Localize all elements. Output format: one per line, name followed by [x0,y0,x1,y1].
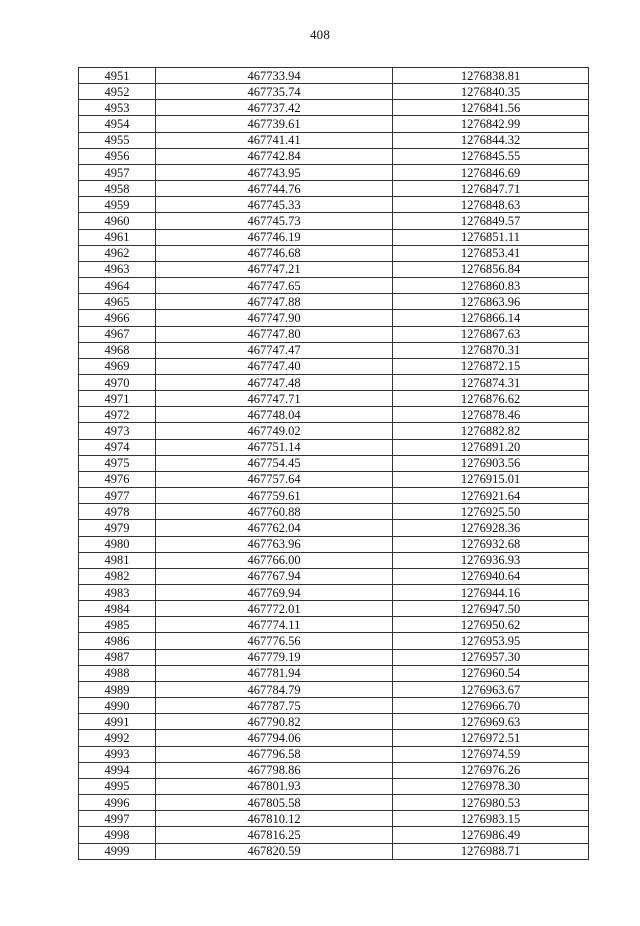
point-number-cell: 4983 [79,585,156,601]
x-coordinate-cell: 467774.11 [156,617,393,633]
table-row [79,213,589,229]
point-number-cell: 4967 [79,326,156,342]
y-coordinate-cell: 1276846.69 [393,164,589,180]
point-number-cell: 4969 [79,358,156,374]
x-coordinate-cell: 467749.02 [156,423,393,439]
y-coordinate-cell: 1276872.15 [393,358,589,374]
point-number-cell: 4973 [79,423,156,439]
point-number-cell: 4976 [79,471,156,487]
point-number-cell: 4998 [79,827,156,843]
x-coordinate-cell: 467748.04 [156,407,393,423]
point-number-cell: 4956 [79,148,156,164]
point-number-cell: 4981 [79,552,156,568]
y-coordinate-cell: 1276957.30 [393,649,589,665]
point-number-cell: 4971 [79,391,156,407]
y-coordinate-cell: 1276847.71 [393,181,589,197]
y-coordinate-cell: 1276921.64 [393,488,589,504]
x-coordinate-cell: 467766.00 [156,552,393,568]
y-coordinate-cell: 1276974.59 [393,746,589,762]
x-coordinate-cell: 467762.04 [156,520,393,536]
point-number-cell: 4960 [79,213,156,229]
x-coordinate-cell: 467805.58 [156,795,393,811]
point-number-cell: 4970 [79,374,156,390]
y-coordinate-cell: 1276845.55 [393,148,589,164]
point-number-cell: 4959 [79,197,156,213]
point-number-cell: 4988 [79,665,156,681]
x-coordinate-cell: 467787.75 [156,698,393,714]
y-coordinate-cell: 1276848.63 [393,197,589,213]
table-row [79,407,589,423]
table-body [79,68,589,860]
point-number-cell: 4958 [79,181,156,197]
table-row [79,391,589,407]
table-row [79,84,589,100]
y-coordinate-cell: 1276891.20 [393,439,589,455]
x-coordinate-cell: 467760.88 [156,504,393,520]
x-coordinate-cell: 467757.64 [156,471,393,487]
point-number-cell: 4951 [79,68,156,84]
y-coordinate-cell: 1276950.62 [393,617,589,633]
y-coordinate-cell: 1276947.50 [393,601,589,617]
x-coordinate-cell: 467798.86 [156,762,393,778]
y-coordinate-cell: 1276966.70 [393,698,589,714]
table-row [79,843,589,859]
x-coordinate-cell: 467742.84 [156,148,393,164]
point-number-cell: 4990 [79,698,156,714]
x-coordinate-cell: 467779.19 [156,649,393,665]
x-coordinate-cell: 467816.25 [156,827,393,843]
table-row [79,164,589,180]
x-coordinate-cell: 467796.58 [156,746,393,762]
y-coordinate-cell: 1276928.36 [393,520,589,536]
x-coordinate-cell: 467741.41 [156,132,393,148]
x-coordinate-cell: 467759.61 [156,488,393,504]
table-row [79,310,589,326]
point-number-cell: 4989 [79,681,156,697]
point-number-cell: 4997 [79,811,156,827]
page-number: 408 [309,27,331,42]
table-row [79,471,589,487]
x-coordinate-cell: 467746.68 [156,245,393,261]
point-number-cell: 4954 [79,116,156,132]
table-row [79,746,589,762]
y-coordinate-cell: 1276980.53 [393,795,589,811]
table-row [79,326,589,342]
x-coordinate-cell: 467784.79 [156,681,393,697]
point-number-cell: 4966 [79,310,156,326]
y-coordinate-cell: 1276963.67 [393,681,589,697]
y-coordinate-cell: 1276976.26 [393,762,589,778]
table-row [79,504,589,520]
y-coordinate-cell: 1276838.81 [393,68,589,84]
x-coordinate-cell: 467794.06 [156,730,393,746]
table-row [79,132,589,148]
table-row [79,552,589,568]
table-row [79,261,589,277]
y-coordinate-cell: 1276882.82 [393,423,589,439]
x-coordinate-cell: 467747.80 [156,326,393,342]
point-number-cell: 4994 [79,762,156,778]
x-coordinate-cell: 467747.65 [156,278,393,294]
y-coordinate-cell: 1276969.63 [393,714,589,730]
x-coordinate-cell: 467747.88 [156,294,393,310]
x-coordinate-cell: 467747.47 [156,342,393,358]
y-coordinate-cell: 1276972.51 [393,730,589,746]
table-row [79,585,589,601]
point-number-cell: 4993 [79,746,156,762]
y-coordinate-cell: 1276903.56 [393,455,589,471]
point-number-cell: 4963 [79,261,156,277]
y-coordinate-cell: 1276983.15 [393,811,589,827]
table-row [79,811,589,827]
y-coordinate-cell: 1276844.32 [393,132,589,148]
y-coordinate-cell: 1276841.56 [393,100,589,116]
table-row [79,795,589,811]
point-number-cell: 4953 [79,100,156,116]
table-row [79,649,589,665]
table-row [79,423,589,439]
x-coordinate-cell: 467810.12 [156,811,393,827]
y-coordinate-cell: 1276932.68 [393,536,589,552]
y-coordinate-cell: 1276953.95 [393,633,589,649]
point-number-cell: 4972 [79,407,156,423]
x-coordinate-cell: 467746.19 [156,229,393,245]
table-row [79,762,589,778]
y-coordinate-cell: 1276863.96 [393,294,589,310]
x-coordinate-cell: 467767.94 [156,568,393,584]
x-coordinate-cell: 467733.94 [156,68,393,84]
y-coordinate-cell: 1276960.54 [393,665,589,681]
table-row [79,278,589,294]
table-row [79,730,589,746]
y-coordinate-cell: 1276915.01 [393,471,589,487]
x-coordinate-cell: 467745.33 [156,197,393,213]
y-coordinate-cell: 1276876.62 [393,391,589,407]
x-coordinate-cell: 467745.73 [156,213,393,229]
x-coordinate-cell: 467772.01 [156,601,393,617]
y-coordinate-cell: 1276842.99 [393,116,589,132]
table-row [79,229,589,245]
table-row [79,665,589,681]
point-number-cell: 4957 [79,164,156,180]
y-coordinate-cell: 1276867.63 [393,326,589,342]
table-row [79,358,589,374]
x-coordinate-cell: 467737.42 [156,100,393,116]
table-row [79,568,589,584]
point-number-cell: 4980 [79,536,156,552]
y-coordinate-cell: 1276851.11 [393,229,589,245]
y-coordinate-cell: 1276870.31 [393,342,589,358]
x-coordinate-cell: 467747.40 [156,358,393,374]
table-row [79,488,589,504]
point-number-cell: 4977 [79,488,156,504]
table-row [79,100,589,116]
table-row [79,374,589,390]
x-coordinate-cell: 467801.93 [156,778,393,794]
x-coordinate-cell: 467747.21 [156,261,393,277]
table-row [79,68,589,84]
y-coordinate-cell: 1276856.84 [393,261,589,277]
table-row [79,601,589,617]
table-row [79,197,589,213]
point-number-cell: 4968 [79,342,156,358]
point-number-cell: 4961 [79,229,156,245]
y-coordinate-cell: 1276988.71 [393,843,589,859]
table-row [79,633,589,649]
y-coordinate-cell: 1276849.57 [393,213,589,229]
x-coordinate-cell: 467744.76 [156,181,393,197]
y-coordinate-cell: 1276925.50 [393,504,589,520]
x-coordinate-cell: 467781.94 [156,665,393,681]
table-row [79,181,589,197]
point-number-cell: 4987 [79,649,156,665]
x-coordinate-cell: 467754.45 [156,455,393,471]
y-coordinate-cell: 1276874.31 [393,374,589,390]
point-number-cell: 4999 [79,843,156,859]
table-row [79,778,589,794]
x-coordinate-cell: 467747.90 [156,310,393,326]
table-row [79,617,589,633]
y-coordinate-cell: 1276853.41 [393,245,589,261]
y-coordinate-cell: 1276986.49 [393,827,589,843]
table-row [79,439,589,455]
point-number-cell: 4979 [79,520,156,536]
y-coordinate-cell: 1276978.30 [393,778,589,794]
x-coordinate-cell: 467776.56 [156,633,393,649]
y-coordinate-cell: 1276940.64 [393,568,589,584]
table-row [79,342,589,358]
point-number-cell: 4992 [79,730,156,746]
y-coordinate-cell: 1276936.93 [393,552,589,568]
table-row [79,455,589,471]
point-number-cell: 4995 [79,778,156,794]
point-number-cell: 4955 [79,132,156,148]
table-row [79,698,589,714]
table-row [79,536,589,552]
table-row [79,520,589,536]
x-coordinate-cell: 467790.82 [156,714,393,730]
point-number-cell: 4975 [79,455,156,471]
point-number-cell: 4982 [79,568,156,584]
x-coordinate-cell: 467747.71 [156,391,393,407]
x-coordinate-cell: 467743.95 [156,164,393,180]
x-coordinate-cell: 467747.48 [156,374,393,390]
x-coordinate-cell: 467820.59 [156,843,393,859]
y-coordinate-cell: 1276840.35 [393,84,589,100]
point-number-cell: 4962 [79,245,156,261]
y-coordinate-cell: 1276866.14 [393,310,589,326]
table-row [79,714,589,730]
x-coordinate-cell: 467735.74 [156,84,393,100]
table-row [79,116,589,132]
x-coordinate-cell: 467769.94 [156,585,393,601]
table-row [79,148,589,164]
table-row [79,681,589,697]
point-number-cell: 4986 [79,633,156,649]
point-number-cell: 4991 [79,714,156,730]
y-coordinate-cell: 1276878.46 [393,407,589,423]
point-number-cell: 4996 [79,795,156,811]
y-coordinate-cell: 1276944.16 [393,585,589,601]
table-row [79,294,589,310]
x-coordinate-cell: 467751.14 [156,439,393,455]
x-coordinate-cell: 467739.61 [156,116,393,132]
point-number-cell: 4984 [79,601,156,617]
table-row [79,827,589,843]
point-number-cell: 4978 [79,504,156,520]
table-row [79,245,589,261]
y-coordinate-cell: 1276860.83 [393,278,589,294]
point-number-cell: 4985 [79,617,156,633]
point-number-cell: 4952 [79,84,156,100]
point-number-cell: 4974 [79,439,156,455]
point-number-cell: 4964 [79,278,156,294]
coordinates-table [78,67,589,860]
x-coordinate-cell: 467763.96 [156,536,393,552]
point-number-cell: 4965 [79,294,156,310]
